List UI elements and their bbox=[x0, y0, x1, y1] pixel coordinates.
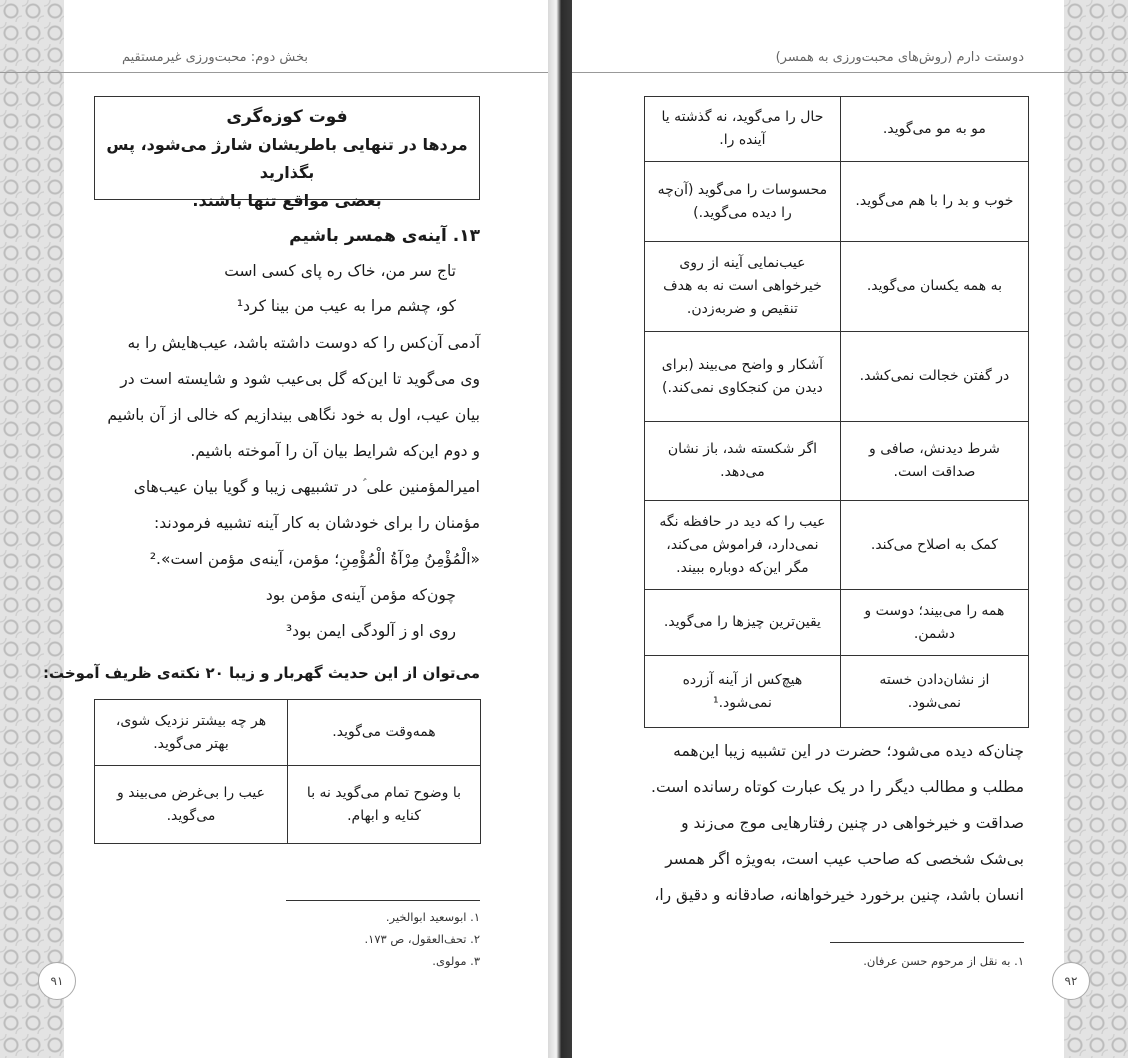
table-cell: هر چه بیشتر نزدیک شوی، بهتر می‌گوید. bbox=[95, 700, 288, 766]
mirror-traits-table bbox=[644, 96, 1029, 728]
table-cell: خوب و بد را با هم می‌گوید. bbox=[840, 162, 1028, 242]
table-cell: یقین‌ترین چیزها را می‌گوید. bbox=[645, 590, 841, 656]
body-line: و دوم این‌که شرایط بیان آن را آموخته باشیم. bbox=[190, 442, 480, 460]
body-line: صداقت و خیرخواهی در چنین رفتارهایی موج می‌زند و bbox=[681, 814, 1024, 832]
body-line: مؤمنان را برای خودشان به کار آینه تشبیه فرمودند: bbox=[154, 514, 480, 532]
body-line: بی‌شک شخصی که صاحب عیب است، به‌ویژه اگر همسر bbox=[665, 850, 1024, 868]
footnote-rule bbox=[830, 942, 1024, 943]
running-header: دوستت دارم (روش‌های محبت‌ورزی به همسر) bbox=[775, 50, 1024, 65]
table-cell: عیب را که دید در حافظه نگه نمی‌دارد، فراموش می‌کند، مگر این‌که دوباره ببیند. bbox=[645, 501, 841, 590]
header-rule bbox=[0, 72, 548, 73]
callout-title: فوت کوزه‌گری bbox=[226, 107, 348, 127]
poem-line: چون‌که مؤمن آینه‌ی مؤمن بود bbox=[265, 586, 456, 604]
table-cell: با وضوح تمام می‌گوید نه با کنایه و ابهام. bbox=[288, 766, 481, 844]
body-line: می‌توان از این حدیث گهربار و زیبا ۲۰ نکته‌ی ظریف آموخت: bbox=[42, 664, 480, 682]
table-row bbox=[95, 700, 481, 766]
page-number: ۹۲ bbox=[1052, 962, 1090, 1000]
body-line: چنان‌که دیده می‌شود؛ حضرت در این تشبیه زیبا این‌همه bbox=[673, 742, 1024, 760]
table-row bbox=[645, 422, 1029, 501]
body-line: امیرالمؤمنین علی ؑ در تشبیهی زیبا و گویا بیان عیب‌های bbox=[133, 478, 480, 496]
table-cell: همه را می‌بیند؛ دوست و دشمن. bbox=[840, 590, 1028, 656]
body-line: بیان عیب، اول به خود نگاهی بیندازیم که خالی از آن باشیم bbox=[107, 406, 480, 424]
table-cell: اگر شکسته شد، باز نشان می‌دهد. bbox=[645, 422, 841, 501]
table-cell: هیچ‌کس از آینه آزرده نمی‌شود.¹ bbox=[645, 656, 841, 728]
poem-line: تاج سر من، خاک ره پای کسی است bbox=[224, 262, 456, 280]
table-cell: از نشان‌دادن خسته نمی‌شود. bbox=[840, 656, 1028, 728]
table-cell: محسوسات را می‌گوید (آن‌چه را دیده می‌گوید.) bbox=[645, 162, 841, 242]
table-row bbox=[645, 97, 1029, 162]
poem-line: روی او ز آلودگی ایمن بود³ bbox=[285, 622, 456, 640]
table-cell: آشکار و واضح می‌بیند (برای دیدن من کنجکاوی نمی‌کند.) bbox=[645, 332, 841, 422]
body-line: وی می‌گوید تا این‌که گل بی‌عیب شود و شایسته است در bbox=[120, 370, 480, 388]
footnote: ۱. ابوسعید ابوالخیر. bbox=[385, 910, 480, 924]
ornamental-border-right bbox=[1064, 0, 1128, 1058]
book-spine bbox=[548, 0, 572, 1058]
callout-body-line: بعضی مواقع تنها باشند. bbox=[192, 191, 382, 210]
table-row bbox=[645, 332, 1029, 422]
left-page bbox=[0, 0, 548, 1058]
right-page-content bbox=[572, 0, 1078, 1058]
table-cell: شرط دیدنش، صافی و صداقت است. bbox=[840, 422, 1028, 501]
table-cell: در گفتن خجالت نمی‌کشد. bbox=[840, 332, 1028, 422]
running-header: بخش دوم: محبت‌ورزی غیرمستقیم bbox=[121, 50, 308, 65]
table-row bbox=[645, 162, 1029, 242]
table-row bbox=[645, 501, 1029, 590]
body-line: انسان باشد، چنین برخورد خیرخواهانه، صادقانه و دقیق را، bbox=[654, 886, 1024, 904]
callout-box bbox=[94, 96, 480, 210]
table-cell: به همه یکسان می‌گوید. bbox=[840, 242, 1028, 332]
table-row bbox=[95, 766, 481, 844]
section-title: ۱۳. آینه‌ی همسر باشیم bbox=[289, 226, 480, 246]
table-cell: همه‌وقت می‌گوید. bbox=[288, 700, 481, 766]
table-cell: عیب را بی‌غرض می‌بیند و می‌گوید. bbox=[95, 766, 288, 844]
left-page-content bbox=[42, 0, 548, 1058]
ornamental-border-left bbox=[0, 0, 64, 1058]
page-number: ۹۱ bbox=[38, 962, 76, 1000]
footnote: ۱. به نقل از مرحوم حسن عرفان. bbox=[863, 954, 1024, 968]
hadith-quote: «الْمُؤْمِنُ مِرْآةُ الْمُؤْمِنِ؛ مؤمن، آینه‌ی مؤمن است».² bbox=[149, 550, 480, 568]
table-row bbox=[645, 656, 1029, 728]
header-rule bbox=[572, 72, 1128, 73]
table-row bbox=[645, 242, 1029, 332]
footnote: ۲. تحف‌العقول، ص ۱۷۳. bbox=[364, 932, 480, 946]
table-cell: عیب‌نمایی آینه از روی خیرخواهی است نه به هدف تنقیص و ضربه‌زدن. bbox=[645, 242, 841, 332]
poem-line: کو، چشم مرا به عیب من بینا کرد¹ bbox=[236, 297, 456, 315]
footnote: ۳. مولوی. bbox=[432, 954, 480, 968]
table-cell: کمک به اصلاح می‌کند. bbox=[840, 501, 1028, 590]
mirror-traits-table bbox=[94, 699, 481, 844]
body-line: آدمی آن‌کس را که دوست داشته باشد، عیب‌هایش را به bbox=[127, 334, 480, 352]
table-cell: حال را می‌گوید، نه گذشته یا آینده را. bbox=[645, 97, 841, 162]
footnote-rule bbox=[286, 900, 480, 901]
body-line: مطلب و مطالب دیگر را در یک عبارت کوتاه رسانده است. bbox=[651, 778, 1024, 796]
callout-body-line: مردها در تنهایی باطریشان شارژ می‌شود، پس بگذارید bbox=[106, 135, 468, 182]
right-page bbox=[572, 0, 1128, 1058]
table-cell: مو به مو می‌گوید. bbox=[840, 97, 1028, 162]
table-row bbox=[645, 590, 1029, 656]
